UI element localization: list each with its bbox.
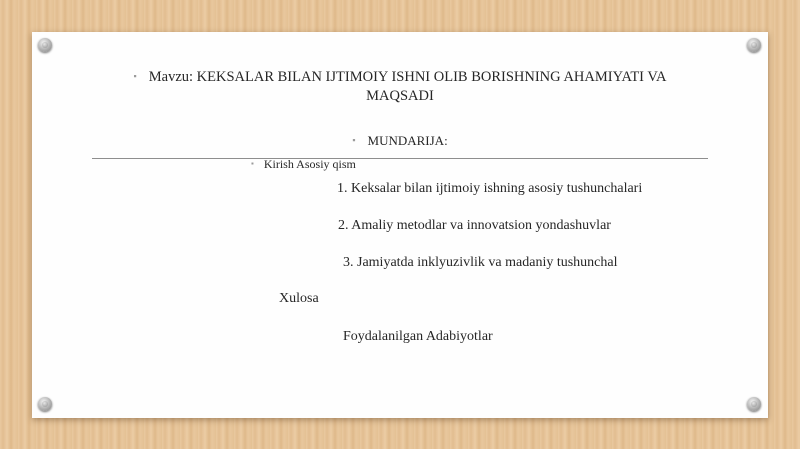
toc-item-3: 3. Jamiyatda inklyuzivlik va madaniy tushunchal (343, 255, 618, 270)
intro-text: Kirish Asosiy qism (263, 157, 356, 171)
references: Foydalanilgan Adabiyotlar (343, 329, 493, 344)
bullet-icon: ▪ (251, 159, 254, 168)
pin-icon (747, 397, 761, 411)
intro-line (251, 157, 356, 172)
pin-icon (747, 38, 761, 52)
section-heading-text: MUNDARIJA: (367, 133, 448, 148)
pin-icon (38, 38, 52, 52)
conclusion: Xulosa (279, 291, 319, 306)
toc-item-1: 1. Keksalar bilan ijtimoiy ishning asosiy tushunchalari (337, 181, 643, 196)
pin-icon (38, 397, 52, 411)
section-heading (32, 133, 768, 149)
slide-title-text: Mavzu: KEKSALAR BILAN IJTIMOIY ISHNI OLIB BORISHNING AHAMIYATI VA MAQSADI (148, 69, 667, 104)
divider (92, 158, 708, 159)
bullet-icon: ▪ (133, 71, 137, 81)
slide-title (110, 67, 690, 106)
toc-item-2: 2. Amaliy metodlar va innovatsion yondashuvlar (338, 218, 611, 233)
bullet-icon: ▪ (352, 135, 356, 145)
slide-board (32, 32, 768, 418)
